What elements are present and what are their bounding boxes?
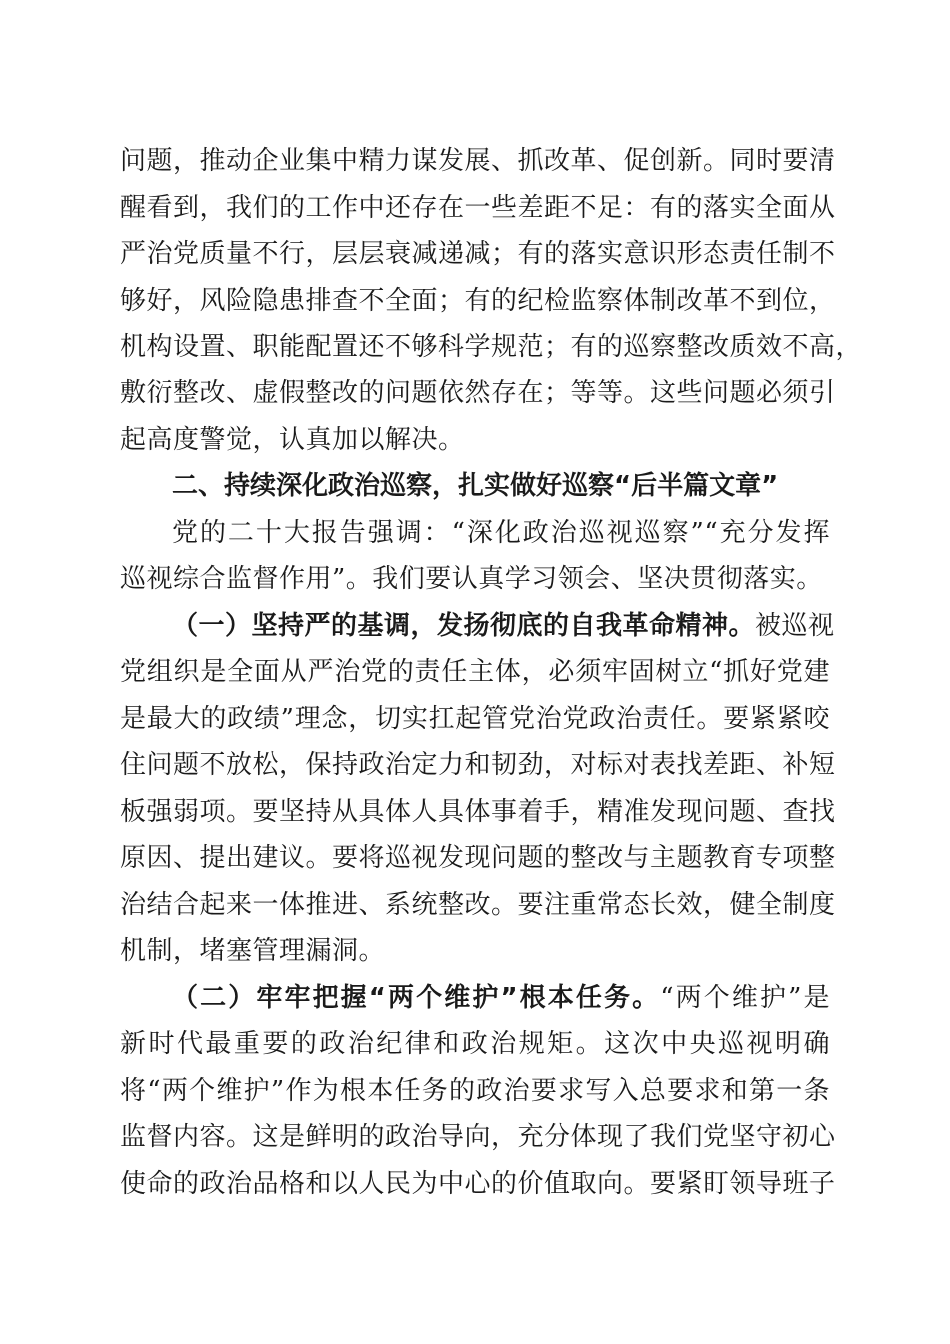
text-line: 巡视综合监督作用”。我们要认真学习领会、坚决贯彻落实。 [120,564,823,594]
text-line: 问题，推动企业集中精力谋发展、抓改革、促创新。同时要清 [120,146,836,176]
text-line: 使命的政治品格和以人民为中心的价值取向。要紧盯领导班子 [120,1169,836,1199]
subsection-first-line [172,606,835,646]
text-line: 原因、提出建议。要将巡视发现问题的整改与主题教育专项整 [120,843,836,873]
subsection-text: “两个维护”是 [660,983,830,1013]
subsection-text: 被巡视 [755,611,835,641]
text-line: 板强弱项。要坚持从具体人具体事着手，精准发现问题、查找 [120,797,836,827]
text-line: 将“两个维护”作为根本任务的政治要求写入总要求和第一条 [120,1076,830,1106]
subsection-title: （一）坚持严的基调，发扬彻底的自我革命精神。 [172,611,756,641]
text-line: 监督内容。这是鲜明的政治导向，充分体现了我们党坚守初心 [120,1122,836,1152]
text-line: 党组织是全面从严治党的责任主体，必须牢固树立“抓好党建 [120,657,830,687]
text-line: 敷衍整改、虚假整改的问题依然存在；等等。这些问题必须引 [120,378,836,408]
subsection-title: （二）牢牢把握“两个维护”根本任务。 [172,983,661,1013]
text-line: 机构设置、职能配置还不够科学规范；有的巡察整改质效不高， [120,332,863,362]
text-line: 是最大的政绩”理念，切实扛起管党治党政治责任。要紧紧咬 [120,704,830,734]
text-line: 党的二十大报告强调：“深化政治巡视巡察”“充分发挥 [172,518,830,548]
text-line: 醒看到，我们的工作中还存在一些差距不足：有的落实全面从 [120,193,836,223]
subsection-first-line [172,978,830,1018]
text-line: 严治党质量不行，层层衰减递减；有的落实意识形态责任制不 [120,239,836,269]
text-line: 起高度警觉，认真加以解决。 [120,425,465,455]
text-line: 机制，堵塞管理漏洞。 [120,936,386,966]
text-line: 治结合起来一体推进、系统整改。要注重常态长效，健全制度 [120,890,836,920]
section-heading: 二、持续深化政治巡察，扎实做好巡察“后半篇文章” [172,471,779,501]
text-line: 新时代最重要的政治纪律和政治规矩。这次中央巡视明确 [120,1029,830,1059]
text-line: 住问题不放松，保持政治定力和韧劲，对标对表找差距、补短 [120,750,836,780]
text-line: 够好，风险隐患排查不全面；有的纪检监察体制改革不到位， [120,286,836,316]
